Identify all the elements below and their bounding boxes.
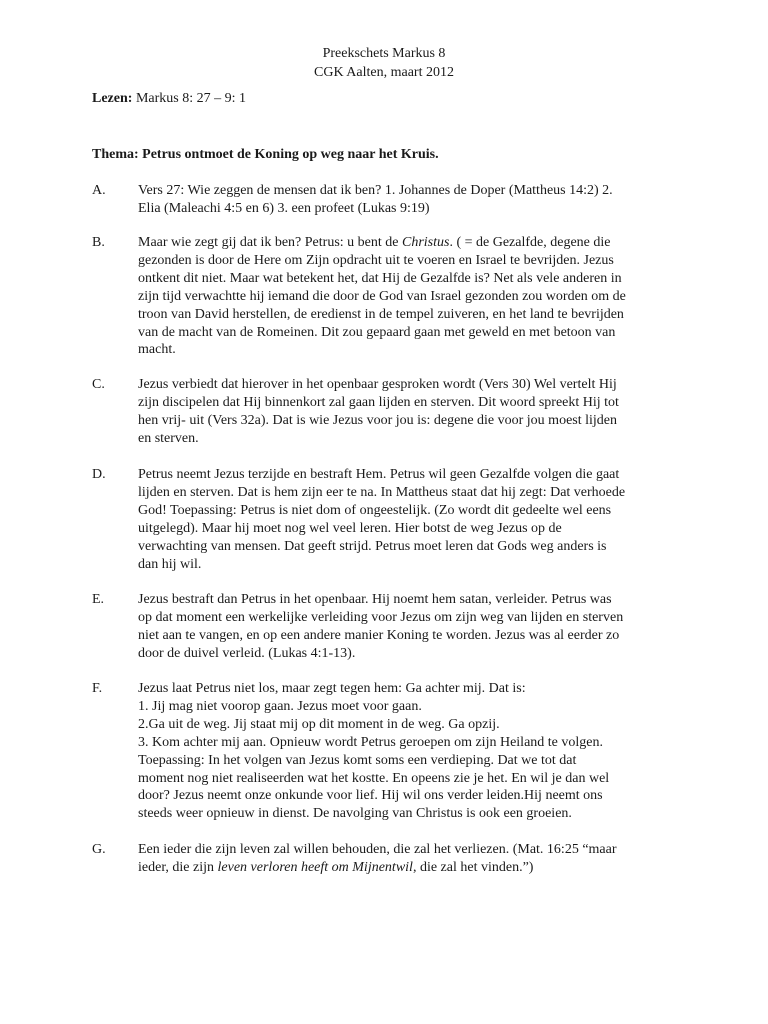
reading-line xyxy=(92,90,246,108)
text-line: 2.Ga uit de weg. Jij staat mij op dit moment in de weg. Ga opzij. xyxy=(138,716,500,732)
document-title: Preekschets Markus 8 xyxy=(322,46,446,61)
text-line: dan hij wil. xyxy=(138,556,202,572)
text-line: Elia (Maleachi 4:5 en 6) 3. een profeet (Lukas 9:19) xyxy=(138,200,430,216)
text-line: niet aan te vangen, en op een andere manier Koning te worden. Jezus was al eerder zo xyxy=(138,627,620,643)
text-line: gezonden is door de Here om Zijn opdracht uit te voeren en Israel te bevrijden. Jezus xyxy=(138,252,614,268)
text-line: door? Jezus neemt onze onkunde voor lief. Hij wil ons verder leiden.Hij neemt ons xyxy=(138,788,603,804)
point-text xyxy=(138,841,690,877)
text-line: God! Toepassing: Petrus is niet dom of ongeestelijk. (Zo wordt dit gedeelte wel eens xyxy=(138,502,612,518)
text-run: Maar wie zegt gij dat ik ben? Petrus: u bent de xyxy=(138,235,402,250)
point-letter: A. xyxy=(92,183,106,198)
text-line: ontkent dit niet. Maar wat betekent het, dat Hij de Gezalfde is? Net als vele anderen in xyxy=(138,270,622,286)
text-line: door de duivel verleid. (Lukas 4:1-13). xyxy=(138,645,356,661)
point-letter: B. xyxy=(92,235,105,250)
point-text xyxy=(138,680,690,823)
point-text xyxy=(138,182,690,218)
point-letter: G. xyxy=(92,842,106,857)
text-line: steeds weer opnieuw in dienst. De navolging van Christus is ook een groeien. xyxy=(138,806,572,822)
text-line xyxy=(138,234,690,252)
text-line: en sterven. xyxy=(138,430,199,446)
text-line: verwachting van mensen. Dat geeft strijd. Petrus moet leren dat Gods weg anders is xyxy=(138,538,607,554)
point-letter: F. xyxy=(92,681,103,696)
text-line: 1. Jij mag niet voorop gaan. Jezus moet voor gaan. xyxy=(138,698,422,714)
italic-run: leven verloren heeft om Mijnentwil xyxy=(217,859,413,875)
text-line: 3. Kom achter mij aan. Opnieuw wordt Petrus geroepen om zijn Heiland te volgen. xyxy=(138,734,603,750)
reading-label: Lezen: xyxy=(92,91,133,106)
point-text xyxy=(138,466,690,573)
text-line: van de macht van de Romeinen. Dit zou gepaard gaan met geweld en met betoon van xyxy=(138,324,616,340)
point-text xyxy=(138,591,690,663)
point-letter: D. xyxy=(92,467,106,482)
text-line: Petrus neemt Jezus terzijde en bestraft Hem. Petrus wil geen Gezalfde volgen die gaat xyxy=(138,467,620,482)
text-line: moment nog niet realiseerden wat het kostte. En opeens zie je het. En wil je dan wel xyxy=(138,770,610,786)
text-line: Vers 27: Wie zeggen de mensen dat ik ben? 1. Johannes de Doper (Mattheus 14:2) 2. xyxy=(138,183,613,198)
text-line: Jezus bestraft dan Petrus in het openbaar. Hij noemt hem satan, verleider. Petrus was xyxy=(138,592,612,607)
text-line: Een ieder die zijn leven zal willen behouden, die zal het verliezen. (Mat. 16:25 “maar xyxy=(138,842,617,857)
text-line: Toepassing: In het volgen van Jezus komt soms een verdieping. Dat we tot dat xyxy=(138,752,577,768)
reading-text: Markus 8: 27 – 9: 1 xyxy=(135,91,246,106)
text-run: ieder, die zijn xyxy=(138,859,218,875)
point-text xyxy=(138,234,690,359)
text-line: troon van David herstellen, de eredienst in de tempel zuiveren, en het land te bevrijden xyxy=(138,306,624,322)
text-line xyxy=(138,859,690,877)
italic-run: Christus xyxy=(401,235,450,250)
document-header xyxy=(0,45,768,82)
text-line: Jezus verbiedt dat hierover in het openbaar gesproken wordt (Vers 30) Wel vertelt Hij xyxy=(138,377,617,392)
theme-heading: Thema: Petrus ontmoet de Koning op weg naar het Kruis. xyxy=(92,147,439,162)
text-line: uitgelegd). Maar hij moet nog wel veel leren. Hier botst de weg Jezus op de xyxy=(138,520,562,536)
text-line: zijn discipelen dat Hij binnenkort zal gaan lijden en sterven. Dit woord spreekt Hij tot xyxy=(138,394,619,410)
text-line: lijden en sterven. Dat is hem zijn eer te na. In Mattheus staat dat hij zegt: Dat verhoede xyxy=(138,484,626,500)
text-line: hen vrij- uit (Vers 32a). Dat is wie Jezus voor jou is: degene die voor jou moest lijden xyxy=(138,412,618,428)
text-line: macht. xyxy=(138,342,176,358)
text-line: op dat moment een werkelijke verleiding voor Jezus om zijn weg van lijden en sterven xyxy=(138,609,624,625)
point-text xyxy=(138,376,690,448)
text-run: , die zal het vinden.”) xyxy=(412,859,534,875)
point-letter: C. xyxy=(92,377,105,392)
text-line: Jezus laat Petrus niet los, maar zegt tegen hem: Ga achter mij. Dat is: xyxy=(138,681,526,696)
text-run: . ( = de Gezalfde, degene die xyxy=(449,235,611,250)
text-line: zijn tijd verwachtte hij iemand die door de God van Israel gezonden zou worden om de xyxy=(138,288,626,304)
point-letter: E. xyxy=(92,592,105,607)
document-subtitle: CGK Aalten, maart 2012 xyxy=(314,64,454,80)
